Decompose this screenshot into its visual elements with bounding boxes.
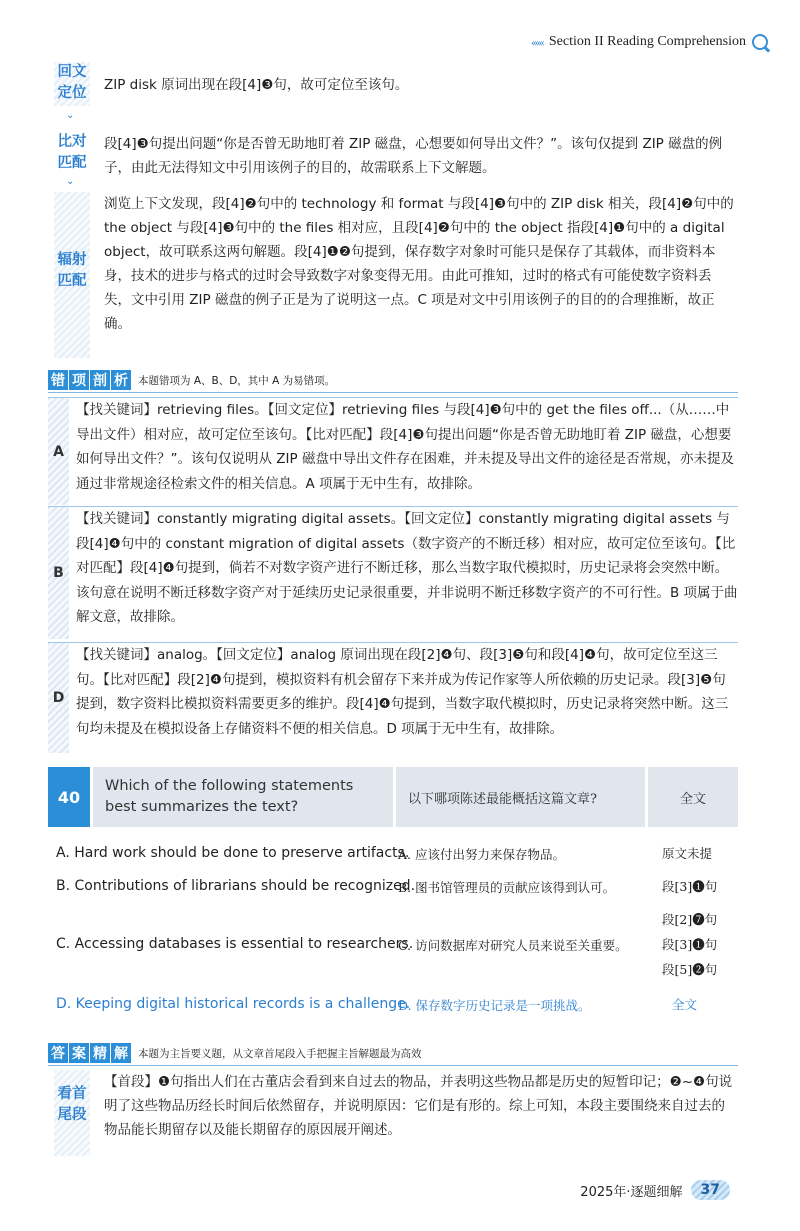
- option-text: 【找关键词】constantly migrating digital assets。【回文定位】constantly migrating digital assets 与段[4]❹句中的 constant migration of digital assets（数字资产的不断迁移）相对应，故可定位至该句。【比对匹配】段[4]❹句提到，倘若不对数字资产进行不断迁移，那么当数字取代模拟时，历史记录将会突然中断。该句意在说明不断迁移数字资产对于延续历史记录很重要，并非说明不断迁移数字资产的不可行性。B 项属于曲解文意，故排除。: [76, 511, 738, 626]
- answer-cn: B. 图书馆管理员的贡献应该得到认可。: [398, 880, 616, 895]
- answer-cn: C. 访问数据库对研究人员来说至关重要。: [398, 938, 628, 953]
- answer-source: 段[3]❶句: [662, 879, 718, 894]
- divider: [48, 1065, 738, 1066]
- option-analysis-b: [48, 506, 738, 639]
- page-header: [531, 34, 768, 50]
- section-note: 本题错项为 A、B、D，其中 A 为易错项。: [138, 374, 336, 387]
- question-40: [48, 767, 738, 827]
- answer-source: 原文未提: [662, 846, 713, 861]
- option-analysis-a: [48, 397, 738, 505]
- question-number: 40: [48, 767, 90, 827]
- answer-source: 段[3]❶句: [662, 937, 718, 952]
- answer-source: 段[5]❷句: [662, 962, 718, 977]
- search-icon: [752, 34, 768, 50]
- tag-skim: 看首尾段: [54, 1070, 90, 1156]
- answer-en: B. Contributions of librarians should be recognized.: [56, 878, 416, 894]
- section-title: 答 案 精 解: [48, 1043, 132, 1063]
- answer-en: A. Hard work should be done to preserve artifacts.: [56, 845, 410, 861]
- divider: [48, 392, 738, 393]
- page-number: 37: [691, 1180, 730, 1200]
- answer-en: C. Accessing databases is essential to researchers.: [56, 936, 414, 952]
- option-text: 【找关键词】retrieving files。【回文定位】retrieving files 与段[4]❸句中的 get the files off...（从……中导出文件）相对应，故可定位至该句。【比对匹配】段[4]❸句提出问题“你是否曾无助地盯着 ZIP 磁盘，心想要如何导出文件？”。该句仅说明从 ZIP 磁盘中导出文件存在困难，并未提及导出文件的途径是否常规，亦未提及通过非常规途径检索文件的相关信息。A 项属于无中生有，故排除。: [76, 402, 734, 492]
- section-wrong-options: [48, 370, 335, 390]
- tag-radiate: 辐射匹配: [54, 192, 90, 358]
- header-title: Section II Reading Comprehension: [548, 34, 746, 49]
- paragraph-locate: ZIP disk 原词出现在段[4]❸句，故可定位至该句。: [104, 77, 409, 93]
- paragraph-skim: 【首段】❶句指出人们在古董店会看到来自过去的物品，并表明这些物品都是历史的短暂印记；❷~❹句说明了这些物品历经长时间后依然留存，并说明原因：它们是有形的。综上可知，本段主要围绕来自过去的物品能长期留存以及能长期留存的原因展开阐述。: [104, 1074, 733, 1138]
- paragraph-compare: 段[4]❸句提出问题“你是否曾无助地盯着 ZIP 磁盘，心想要如何导出文件？”。该句仅提到 ZIP 磁盘的例子，由此无法得知文中引用该例子的目的，故需联系上下文解题。: [104, 136, 723, 176]
- answer-cn: D. 保存数字历史记录是一项挑战。: [398, 998, 591, 1013]
- option-label: D: [48, 643, 69, 753]
- footer-label: 2025年·逐题细解: [580, 1184, 683, 1200]
- chevron-down-icon: ⌄: [66, 110, 75, 121]
- question-en: Which of the following statements best summarizes the text?: [93, 767, 393, 827]
- page-footer: [580, 1180, 730, 1200]
- tag-locate: 回文定位: [54, 62, 90, 106]
- paragraph-radiate: 浏览上下文发现，段[4]❷句中的 technology 和 format 与段[4]❸句中的 ZIP disk 相关，段[4]❷句中的 the object 与段[4]❸句中的 the files 相对应，且段[4]❷句中的 the object 指段[4]❶句中的 a digital object，故可联系这两句解题。段[4]❶❷句提到，保存数字对象时可能只是保存了其载体，而非资料本身，技术的进步与格式的过时会导致数字对象变得无用。由此可推知，过时的格式有可能使数字资料丢失，文中引用 ZIP 磁盘的例子正是为了说明这一点。C 项是对文中引用该例子的目的的合理推断，故正确。: [104, 196, 734, 332]
- section-note: 本题为主旨要义题，从文章首尾段入手把握主旨解题最为高效: [138, 1047, 422, 1060]
- answer-source: 段[2]❼句: [662, 912, 718, 927]
- answer-en: D. Keeping digital historical records is a challenge.: [56, 996, 411, 1012]
- answer-cn: A. 应该付出努力来保存物品。: [398, 847, 565, 862]
- option-analysis-d: [48, 642, 738, 753]
- option-text: 【找关键词】analog。【回文定位】analog 原词出现在段[2]❹句、段[3]❺句和段[4]❹句，故可定位至这三句。【比对匹配】段[2]❹句提到，模拟资料有机会留存下来并成为传记作家等人所依赖的历史记录。段[3]❺句提到，数字资料比模拟资料需要更多的维护。段[4]❹句提到，当数字取代模拟时，历史记录将突然中断。这三句均未提及在模拟设备上存储资料不便的相关信息。D 项属于无中生有，故排除。: [76, 647, 729, 737]
- section-answer: [48, 1043, 422, 1063]
- question-cn: 以下哪项陈述最能概括这篇文章?: [396, 767, 645, 827]
- option-label: A: [48, 398, 69, 505]
- arrows-icon: ‹‹‹‹‹‹: [530, 34, 543, 49]
- answer-source: 全文: [672, 997, 698, 1012]
- option-label: B: [48, 507, 69, 639]
- question-source: 全文: [648, 767, 738, 827]
- tag-compare: 比对匹配: [57, 134, 87, 171]
- section-title: 错 项 剖 析: [48, 370, 132, 390]
- chevron-down-icon: ⌄: [66, 176, 75, 187]
